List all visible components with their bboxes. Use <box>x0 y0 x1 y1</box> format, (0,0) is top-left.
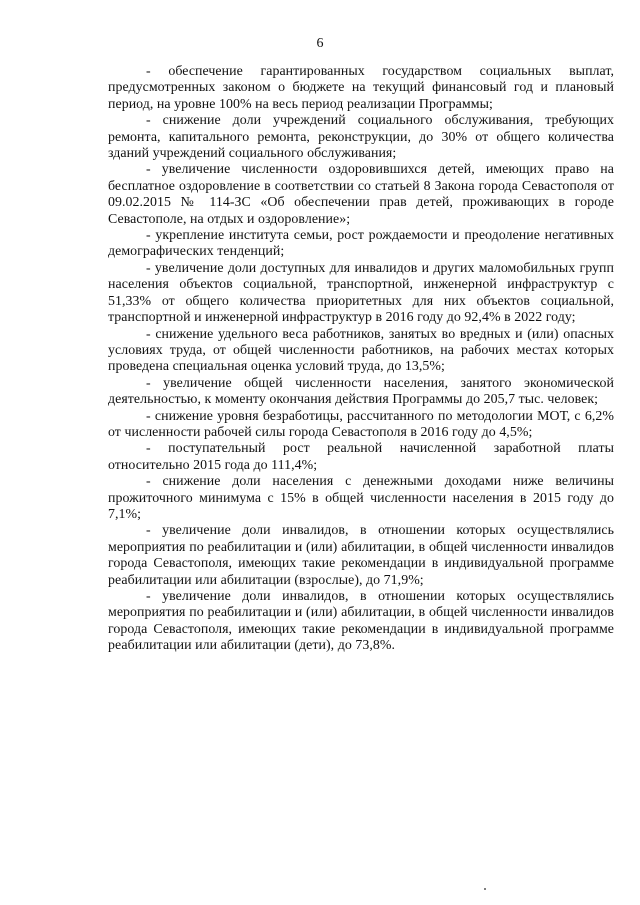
list-item: - увеличение численности оздоровившихся детей, имеющих право на бесплатное оздоровление в соответствии со статьей 8 Закона города Севастополя от 09.02.2015 № 114-ЗС «Об обеспечении прав детей, проживающих в городе Севастополе, на отдых и оздоровление»; <box>108 162 614 227</box>
list-item: - снижение доли учреждений социального обслуживания, требующих ремонта, капитального ремонта, реконструкции, до 30% от общего количества зданий учреждений социального обслуживания; <box>108 113 614 162</box>
list-item: - снижение доли населения с денежными доходами ниже величины прожиточного минимума с 15% в общей численности населения в 2015 году до 7,1%; <box>108 474 614 522</box>
list-item: - обеспечение гарантированных государством социальных выплат, предусмотренных законом о бюджете на текущий финансовый год и плановый период, на уровне 100% на весь период реализации Программы; <box>108 64 614 112</box>
scan-dot <box>484 888 486 890</box>
list-item: - увеличение доли доступных для инвалидов и других маломобильных групп населения объектов социальной, транспортной, инженерной инфраструктур с 51,33% от общего количества приоритетных для них объектов социальной, транспортной и инженерной инфраструктур в 2016 году до 92,4% в 2022 году; <box>108 260 614 326</box>
list-item: - увеличение доли инвалидов, в отношении которых осуществлялись мероприятия по реабилитации и (или) абилитации, в общей численности инвалидов города Севастополя, имеющих такие рекомендации в индивидуальной программе реабилитации или абилитации (дети), до 73,8%. <box>108 589 614 654</box>
list-item: - увеличение общей численности населения, занятого экономической деятельностью, к моменту окончания действия Программы до 205,7 тыс. человек; <box>108 375 614 408</box>
document-body <box>108 64 614 655</box>
list-item: - поступательный рост реальной начисленной заработной платы относительно 2015 года до 111,4%; <box>108 441 614 473</box>
list-item: - увеличение доли инвалидов, в отношении которых осуществлялись мероприятия по реабилитации и (или) абилитации, в общей численности инвалидов города Севастополя, имеющих такие рекомендации в индивидуальной программе реабилитации или абилитации (взрослые), до 71,9%; <box>108 523 614 588</box>
list-item: - снижение удельного веса работников, занятых во вредных и (или) опасных условиях труда, от общей численности работников, на рабочих местах которых проведена специальная оценка условий труда, до 13,5%; <box>108 326 614 375</box>
list-item: - укрепление института семьи, рост рождаемости и преодоление негативных демографических тенденций; <box>108 228 614 260</box>
list-item: - снижение уровня безработицы, рассчитанного по методологии МОТ, с 6,2% от численности рабочей силы города Севастополя в 2016 году до 4,5%; <box>108 408 614 440</box>
page-number: 6 <box>316 36 324 51</box>
